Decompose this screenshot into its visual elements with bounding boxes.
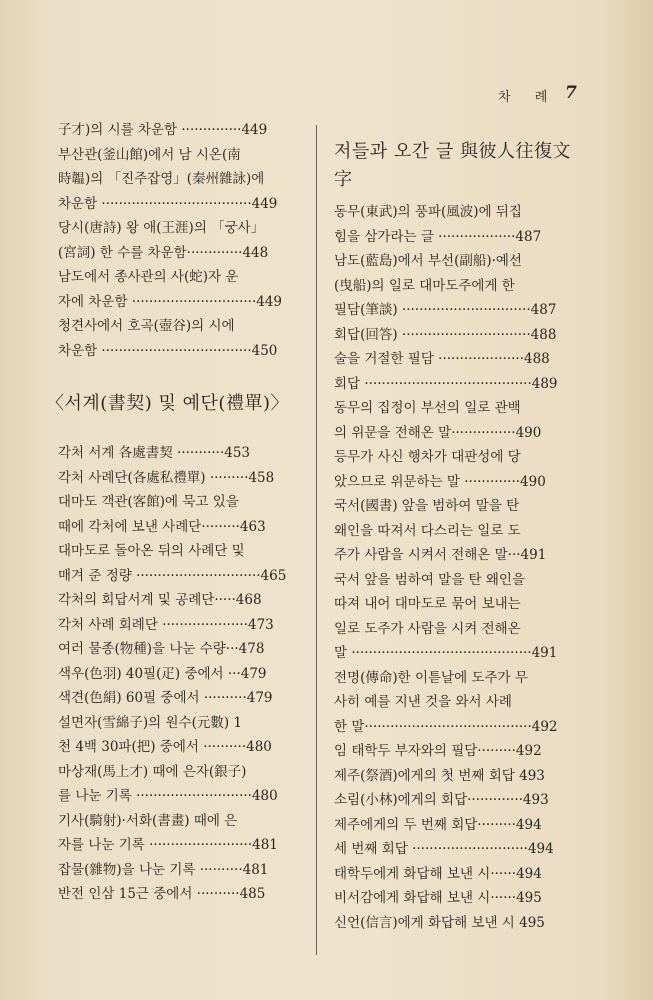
toc-line: 매겨 준 정량 ·····························465	[58, 567, 287, 584]
toc-line: 자를 나눈 기록 ························481	[58, 837, 278, 853]
toc-line: 청견사에서 호곡(壺谷)의 시에	[58, 318, 235, 334]
toc-line: 설면자(雪綿子)의 원수(元數) 1	[58, 714, 242, 731]
toc-line: (宮詞) 한 수를 차운함·············448	[58, 244, 269, 261]
running-header: 차 례	[498, 90, 558, 105]
toc-line: 술을 거절한 필담 ····················488	[334, 351, 550, 367]
toc-line: 때에 각처에 보낸 사례단·········463	[58, 518, 266, 535]
column-divider	[316, 125, 317, 955]
toc-line: 회답 ·······································489	[334, 375, 558, 392]
left-entries-top	[58, 118, 302, 363]
section-title: 〈서계(書契) 및 예단(禮單)〉	[46, 393, 289, 414]
toc-line: 각처의 회답서계 및 공례단·····468	[58, 592, 262, 608]
toc-line: (曳船)의 일로 대마도주에게 한	[334, 277, 515, 294]
toc-line: 동무의 집정이 부선의 일로 관백	[334, 400, 521, 416]
toc-line: 기사(騎射)·서화(書畫) 때에 은	[58, 812, 238, 829]
right-column	[334, 138, 588, 935]
toc-line: 세 번째 회답 ···························494	[334, 841, 554, 857]
toc-line: 왜인을 따져서 다스리는 일로 도	[334, 522, 521, 539]
right-title-line-2: 字	[334, 169, 353, 190]
toc-line: 자에 차운함 ·····························449	[58, 293, 283, 310]
toc-line: 임 태학두 부자와의 필담·········492	[334, 743, 542, 759]
right-section-title	[334, 138, 588, 194]
toc-line: 등무가 사신 행차가 대판성에 당	[334, 449, 521, 465]
toc-line: 신언(信言)에게 화답해 보낸 시 495	[334, 914, 545, 931]
left-column	[46, 118, 302, 907]
toc-line: 잡물(雜物)을 나눈 기록 ··········481	[58, 861, 269, 878]
toc-line: 차운함 ···································450	[58, 342, 278, 359]
toc-line: 대마도로 돌아온 뒤의 사례단 및	[58, 543, 245, 559]
toc-line: 색우(色羽) 40필(疋) 중에서 ···479	[58, 665, 267, 682]
toc-line: 남도에서 종사관의 사(蛇)자 운	[58, 269, 239, 285]
toc-line: 대마도 객관(客館)에 묵고 있을	[58, 494, 239, 510]
toc-line: 한 말·······································492	[334, 718, 558, 735]
toc-line: 태학두에게 화답해 보낸 시······494	[334, 865, 542, 882]
right-title-line-1: 저들과 오간 글 與彼人往復文	[334, 141, 571, 162]
toc-line: 필담(筆談) ······························487	[334, 302, 557, 318]
toc-line: 동무(東武)의 풍파(風波)에 뒤집	[334, 204, 522, 220]
toc-line: 반전 인삼 15근 중에서 ··········485	[58, 886, 266, 902]
toc-line: 국서(國書) 앞을 범하여 말을 탄	[334, 498, 520, 514]
toc-line: 국서 앞을 범하여 말을 탄 왜인을	[334, 571, 525, 588]
left-entries-bottom	[58, 441, 302, 907]
toc-line: 각처 사례단(各處私禮單) ·········458	[58, 469, 275, 486]
toc-line: 일로 도주가 사람을 시켜 전해온	[334, 620, 521, 637]
toc-line: 時韞)의 「진주잡영」(秦州雜詠)에	[58, 171, 265, 187]
toc-line: 전명(傳命)한 이튿날에 도주가 무	[334, 669, 528, 686]
toc-line: 당시(唐詩) 왕 애(王涯)의 「궁사」	[58, 220, 265, 236]
toc-line: 주가 사람을 시켜서 전해온 말···491	[334, 547, 547, 563]
toc-line: 를 나눈 기록 ···························480	[58, 788, 278, 804]
toc-line: 子才)의 시를 차운함 ··············449	[58, 122, 268, 138]
toc-line: 부산관(釜山館)에서 남 시온(南	[58, 146, 241, 163]
toc-line: 따져 내어 대마도로 묶어 보내는	[334, 596, 521, 612]
toc-line: 사히 예를 지낸 것을 와서 사례	[334, 694, 512, 710]
toc-line: 힘을 삼가라는 글 ··················487	[334, 228, 542, 245]
toc-line: 각처 서계 各處書契 ···········453	[58, 445, 251, 461]
toc-line: 소림(小林)에게의 회답·············493	[334, 792, 549, 808]
toc-line: 차운함 ···································449	[58, 195, 278, 212]
page-number: 7	[565, 83, 577, 103]
toc-line: 천 4백 30파(把) 중에서 ··········480	[58, 739, 272, 755]
toc-line: 제주에게의 두 번째 회답·········494	[334, 816, 542, 833]
right-entries	[334, 200, 588, 935]
toc-line: 말 ··········································491	[334, 645, 558, 661]
toc-line: 남도(藍島)에서 부선(副船)·예선	[334, 253, 522, 269]
toc-line: 마상재(馬上才) 때에 은자(銀子)	[58, 763, 247, 780]
toc-line: 회답(回答) ······························488	[334, 326, 557, 343]
toc-line: 각처 사례 회례단 ····················473	[58, 616, 274, 633]
toc-line: 색견(色絹) 60필 중에서 ··········479	[58, 690, 273, 706]
toc-line: 았으므로 위문하는 말 ·············490	[334, 473, 546, 490]
toc-line: 제주(祭酒)에게의 첫 번째 회답 493	[334, 767, 545, 784]
toc-line: 비서감에게 화답해 보낸 시······495	[334, 890, 542, 906]
toc-line: 의 위문을 전해온 말···············490	[334, 424, 542, 441]
toc-line: 여러 물종(物種)을 나눈 수량···478	[58, 641, 265, 657]
